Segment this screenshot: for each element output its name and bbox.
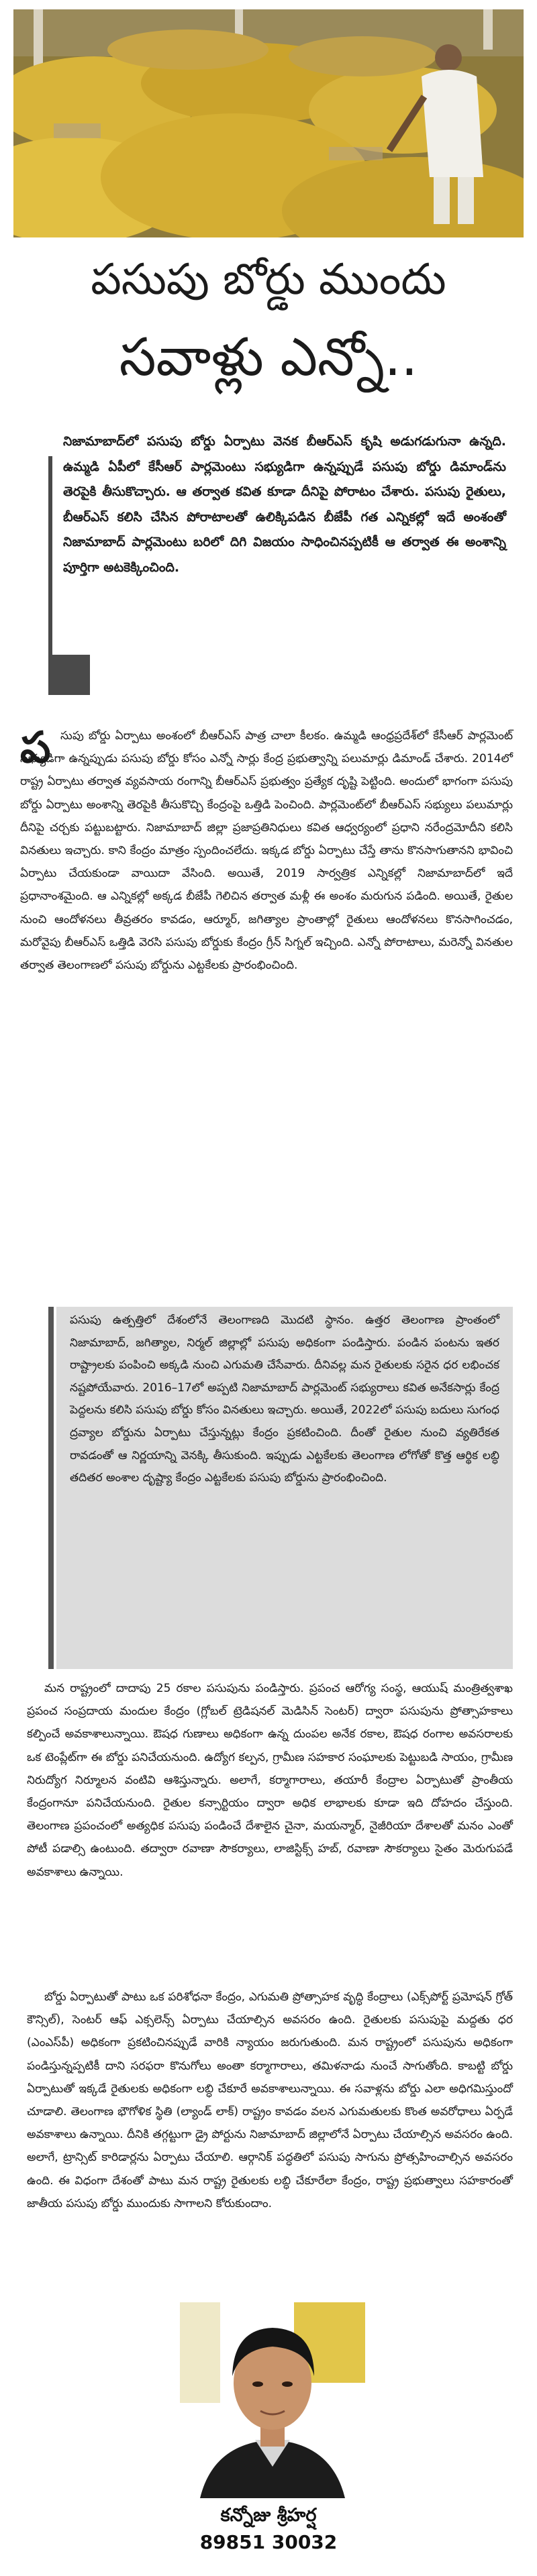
highlight-box-bar [48, 1307, 54, 1669]
lead-bar [48, 456, 52, 657]
highlight-box-text: పసుపు ఉత్పత్తిలో దేశంలోనే తెలంగాణది మొదటి స్థానం. ఉత్తర తెలంగాణ ప్రాంతంలో నిజామాబాద్, జగిత్యాల, నిర్మల్ జిల్లాల్లో పసుపు అధికంగా పండిస్తారు. పండిన పంటను ఇతర రాష్ట్రాలకు పంపించి అక్కడి నుంచి ఎగుమతి చేసేవారు. దీనివల్ల మన రైతులకు సరైన ధర లభించక నష్టపోయేవారు. 2016–17లో అప్పటి నిజామాబాద్ పార్లమెంట్ సభ్యురాలు కవిత అనేకసార్లు కేంద్ర పెద్దలను కలిసి పసుపు బోర్డు కోసం వినతులు ఇచ్చారు. అయితే, 2022లో పసుపు బదులు సుగంధ ద్రవ్యాల బోర్డును ఏర్పాటు చేస్తున్నట్లు కేంద్రం ప్రకటించింది. దీంతో రైతుల నుంచి వ్యతిరేకత రావడంతో ఆ నిర్ణయాన్ని వెనక్కి తీసుకుంది. ఇప్పుడు ఎట్టకేలకు తెలంగాణ లోగోతో కొత్త ఆర్థిక లబ్ధి తదితర అంశాల దృష్ట్యా కేంద్రం ఎట్టకేలకు పసుపు బోర్డును ప్రారంభించింది. [70, 1313, 499, 1485]
lead-block [48, 655, 90, 695]
dropcap: ప [20, 723, 51, 773]
body-paragraph-2: మన రాష్ట్రంలో దాదాపు 25 రకాల పసుపును పండిస్తారు. ప్రపంచ ఆరోగ్య సంస్థ, ఆయుష్ మంత్రిత్వశాఖ ప్రపంచ సంప్రదాయ మందుల కేంద్రం (గ్లోబల్ ట్రెడిషనల్ మెడిసిన్ సెంటర్) ద్వారా పసుపును ప్రోత్సాహకాలు కల్పించే అవకాశాలున్నాయి. ఔషధ గుణాలు అధికంగా ఉన్న దుంపల అనేక రకాల, ఔషధ రంగాల అవసరాలకు ఒక టెంప్లేట్‌గా ఈ బోర్డు పనిచేయనుంది. ఉద్యోగ కల్పన, గ్రామీణ సహకార సంఘాలకు పెట్టుబడి సాయం, గ్రామీణ నిరుద్యోగ నిర్మూలన వంటివి ఆశిస్తున్నారు. అలాగే, కర్మాగారాలు, తయారీ కేంద్రాల ఏర్పాటుతో ప్రాంతీయ కేంద్రంగానూ పనిచేయనుంది. రైతుల కన్సార్టియం ద్వారా అధిక లాభాలకు కూడా ఇది దోహదం చేస్తుంది. తెలంగాణ ప్రపంచంలో అత్యధిక పసుపు పండించే దేశాలైన చైనా, మయన్మార్, నైజీరియా దేశాలతో మనం ఎంతో పోటీ పడాల్సి ఉంటుంది. తద్వారా రవాణా సౌకర్యాలు, లాజిస్టిక్స్ హబ్, రవాణా సౌకర్యాలు సైతం మెరుగుపడే అవకాశాలు ఉన్నాయి. [27, 1682, 513, 1879]
author-photo [180, 2302, 365, 2498]
author-phone: 89851 30032 [199, 2531, 338, 2553]
body-paragraph-3: బోర్డు ఏర్పాటుతో పాటు ఒక పరిశోధనా కేంద్రం, ఎగుమతి ప్రోత్సాహక వృద్ధి కేంద్రాలు (ఎక్స్‌పోర్ట్ ప్రమోషన్ గ్రోత్ కౌన్సిల్), సెంటర్ ఆఫ్ ఎక్సలెన్స్ ఏర్పాటు చేయాల్సిన అవసరం ఉంది. రైతులకు పసుపుపై మద్దతు ధర (ఎంఎస్‌పీ) అధికంగా ప్రకటించినప్పుడే వారికి న్యాయం జరుగుతుంది. మన రాష్ట్రంలో పసుపును అధికంగా పండిస్తున్నప్పటికీ దాని సరఫరా కొనుగోలు అంతా కర్మాగారాలు, తమిళనాడు నుంచే సాగుతోంది. కాబట్టి బోర్డు ఏర్పాటుతో ఇక్కడే రైతులకు అధికంగా లబ్ధి చేకూరే అవకాశాలున్నాయి. ఈ సవాళ్లను బోర్డు ఎలా అధిగమిస్తుందో చూడాలి. తెలంగాణ భౌగోళిక స్థితి (ల్యాండ్ లాక్) రాష్ట్రం కావడం వలన ఎగుమతులకు కొంత అవరోధాలు ఏర్పడే అవకాశాలు ఉన్నాయి. దీనికి తగ్గట్టుగా డ్రై పోర్టును నిజామాబాద్ జిల్లాలోనే ఏర్పాటు చేయాల్సిన అవసరం ఉంది. అలాగే, ట్రాన్సిట్ కారిడార్లను ఏర్పాటు చేయాలి. ఆర్గానిక్ పద్ధతిలో పసుపు సాగును ప్రోత్సహించాల్సిన అవసరం ఉంది. ఈ విధంగా దేశంతో పాటు మన రాష్ట్ర రైతులకు లబ్ధి చేకూరేలా కేంద్రం, రాష్ట్ర ప్రభుత్వాలు సహకారంతో జాతీయ పసుపు బోర్డు ముందుకు సాగాలని కోరుకుందాం. [27, 1990, 513, 2210]
author-name: కన్నోజు శ్రీహర్ష [220, 2505, 317, 2526]
body-paragraph-1: సుపు బోర్డు ఏర్పాటు అంశంలో బీఆర్ఎస్ పాత్ర చాలా కీలకం. ఉమ్మడి ఆంధ్రప్రదేశ్‌లో కేసీఆర్ పార్లమెంట్ సభ్యుడిగా ఉన్నప్పుడు పసుపు బోర్డు కోసం ఎన్నో సార్లు కేంద్ర ప్రభుత్వాన్ని పలుమార్లు డిమాండ్ చేశారు. 2014లో రాష్ట్ర ఏర్పాటు తర్వాత వ్యవసాయ రంగాన్ని బీఆర్ఎస్ ప్రభుత్వం ప్రత్యేక దృష్టి పెట్టింది. అందులో భాగంగా పసుపు బోర్డు ఏర్పాటు అంశాన్ని తెరపైకి తీసుకొచ్చి కేంద్రంపై ఒత్తిడి పెంచింది. పార్లమెంట్‌లో బీఆర్ఎస్ సభ్యులు పలుమార్లు దీనిపై చర్చకు పట్టుబట్టారు. నిజామాబాద్ జిల్లా ప్రజాప్రతినిధులు కవిత ఆధ్వర్యంలో ప్రధాని నరేంద్రమోదీని కలిసి వినతులు ఇచ్చారు. కాని కేంద్రం మాత్రం స్పందించలేదు. ఇక్కడ బోర్డు ఏర్పాటు చేస్తే తాను కొనసాగుతానని భావించి ఏర్పాటు చేయకుండా వాయిదా వేసింది. అయితే, 2019 సార్వత్రిక ఎన్నికల్లో నిజామాబాద్‌లో ఇదే ప్రధానాంశమైంది. ఆ ఎన్నికల్లో అక్కడ బీజేపీ గెలిచిన తర్వాత మళ్లీ ఈ అంశం మరుగున పడింది. అయితే, రైతుల నుంచి ఆందోళనలు తీవ్రతరం కావడం, ఆర్మూర్, జగిత్యాల ప్రాంతాల్లో రైతులు ఆందోళనలు కొనసాగించడం, మరోవైపు బీఆర్ఎస్ ఒత్తిడి వెరసి పసుపు బోర్డుకు కేంద్రం గ్రీన్ సిగ్నల్ ఇచ్చింది. ఎన్నో పోరాటాలు, మరెన్నో వినతుల తర్వాత తెలంగాణలో పసుపు బోర్డును ఎట్టకేలకు ప్రారంభించింది. [20, 729, 513, 973]
headline-line-1: పసుపు బోర్డు ముందు [91, 255, 446, 305]
turmeric-market-photo [13, 9, 524, 237]
headline-line-2: సవాళ్లు ఎన్నో.. [119, 327, 418, 388]
lead-paragraph: నిజామాబాద్‌లో పసుపు బోర్డు ఏర్పాటు వెనక బీఆర్‌ఎస్ కృషి అడుగడుగునా ఉన్నది. ఉమ్మడి ఏపీలో కేసీఆర్ పార్లమెంటు సభ్యుడిగా ఉన్నప్పుడే పసుపు బోర్డు డిమాండ్‌ను తెరపైకి తీసుకొచ్చారు. ఆ తర్వాత కవిత కూడా దీనిపై పోరాటం చేశారు. పసుపు రైతులు, బీఆర్ఎస్ కలిసి చేసిన పోరాటాలతో ఉలిక్కిపడిన బీజేపీ గత ఎన్నికల్లో ఇదే అంశంతో నిజామాబాద్ పార్లమెంటు బరిలో దిగి విజయం సాధించినప్పటికీ ఆ తర్వాత ఈ అంశాన్ని పూర్తిగా అటకెక్కించింది. [63, 434, 506, 575]
